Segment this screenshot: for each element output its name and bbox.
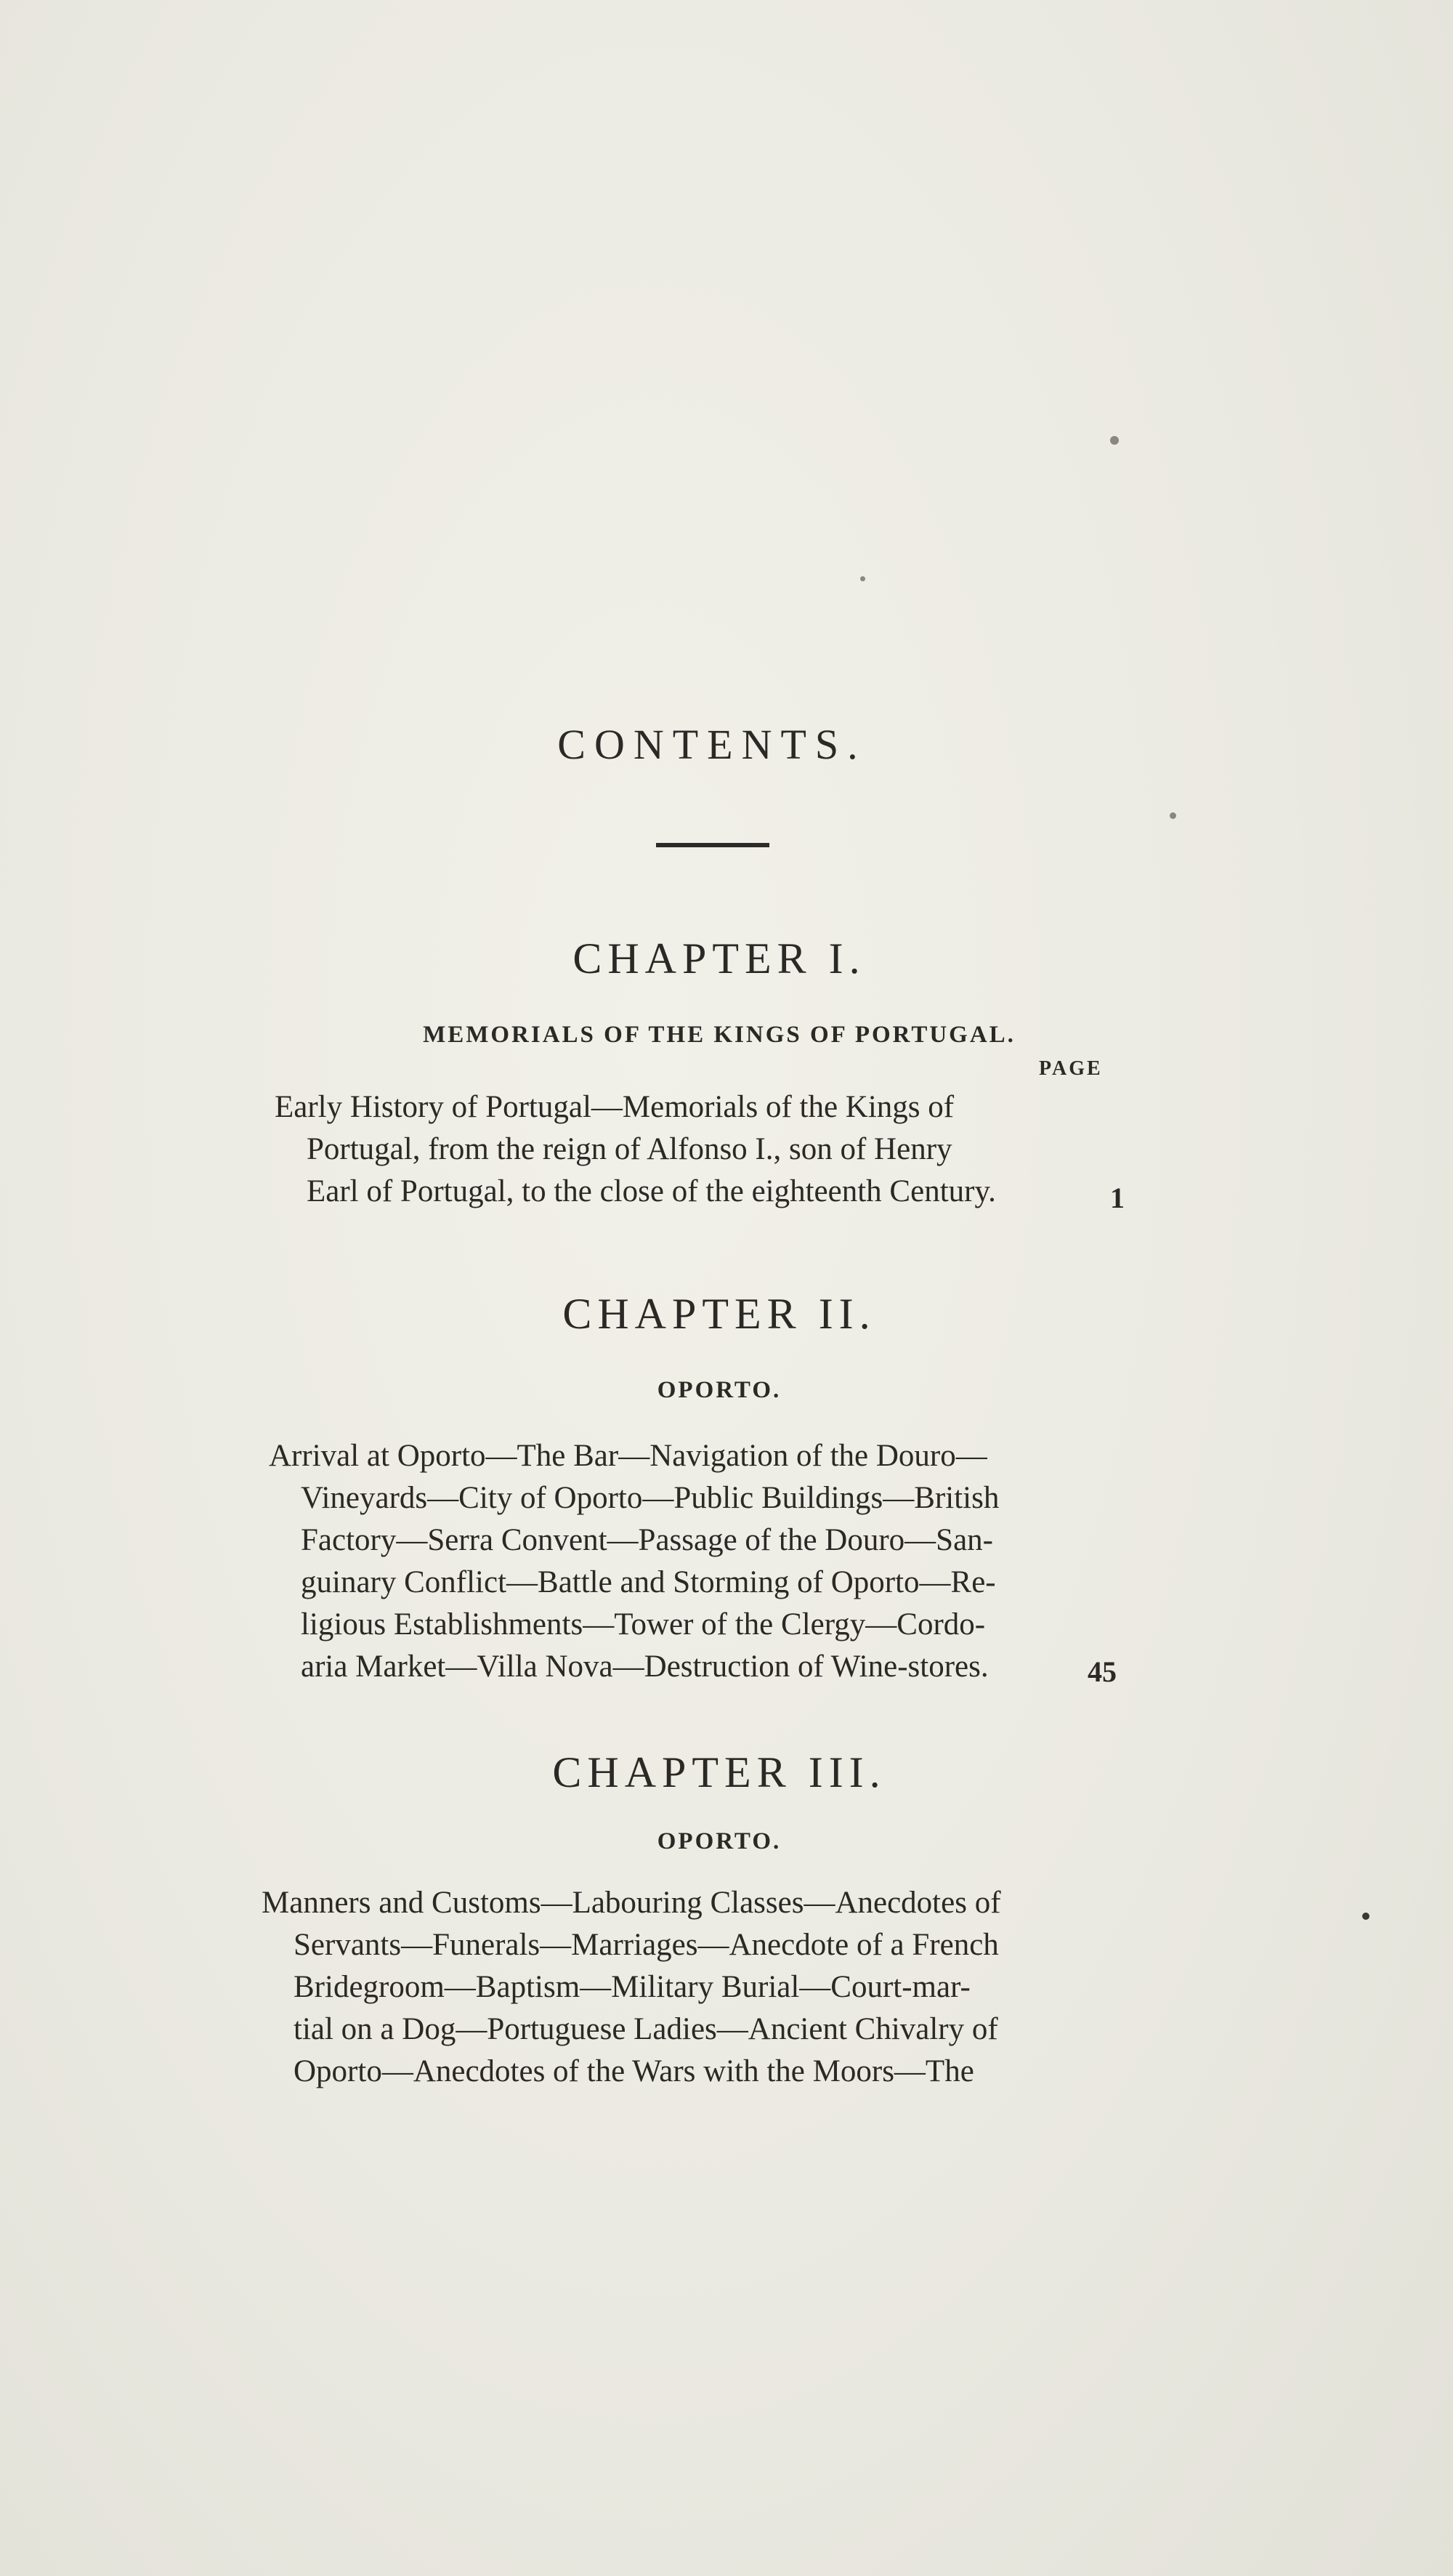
paper-speck <box>860 576 865 581</box>
page-column-label: PAGE <box>1039 1057 1103 1080</box>
entry-line: Bridegroom—Baptism—Military Burial—Court-mar- <box>294 1970 971 2004</box>
chapter-1-page-number: 1 <box>1110 1182 1125 1214</box>
paper-speck <box>1110 436 1119 445</box>
chapter-1-entry <box>275 1086 996 1213</box>
title-rule <box>656 843 769 847</box>
entry-line: Portugal, from the reign of Alfonso I., son of Henry <box>307 1132 952 1166</box>
entry-line: Vineyards—City of Oporto—Public Buildings—British <box>301 1481 1000 1515</box>
chapter-3-subtitle: OPORTO. <box>657 1828 782 1854</box>
entry-line: Arrival at Oporto—The Bar—Navigation of the Douro— <box>269 1439 987 1473</box>
entry-line: aria Market—Villa Nova—Destruction of Wine-stores. <box>301 1650 989 1684</box>
chapter-1-heading: CHAPTER I. <box>572 934 866 982</box>
entry-line: guinary Conflict—Battle and Storming of Oporto—Re- <box>301 1565 996 1599</box>
paper-speck <box>1170 812 1176 819</box>
entry-line: Early History of Portugal—Memorials of the Kings of <box>275 1090 955 1124</box>
entry-line: Servants—Funerals—Marriages—Anecdote of a French <box>294 1928 999 1962</box>
chapter-2-page-number: 45 <box>1088 1655 1117 1688</box>
entry-line: Earl of Portugal, to the close of the eighteenth Century. <box>307 1174 996 1208</box>
paper-speck <box>1362 1913 1369 1920</box>
entry-line: Factory—Serra Convent—Passage of the Douro—San- <box>301 1523 993 1557</box>
chapter-2-entry <box>269 1435 999 1688</box>
entry-line: Manners and Customs—Labouring Classes—Anecdotes of <box>262 1886 1001 1920</box>
entry-line: ligious Establishments—Tower of the Clergy—Cordo- <box>301 1607 986 1642</box>
chapter-3-heading: CHAPTER III. <box>552 1748 886 1796</box>
contents-title: CONTENTS. <box>557 721 867 768</box>
chapter-2-subtitle: OPORTO. <box>657 1377 782 1403</box>
chapter-3-entry <box>262 1882 1001 2093</box>
chapter-2-heading: CHAPTER II. <box>562 1290 876 1338</box>
chapter-1-subtitle: MEMORIALS OF THE KINGS OF PORTUGAL. <box>423 1022 1016 1048</box>
entry-line: tial on a Dog—Portuguese Ladies—Ancient Chivalry of <box>294 2012 998 2046</box>
entry-line: Oporto—Anecdotes of the Wars with the Moors—The <box>294 2054 974 2088</box>
